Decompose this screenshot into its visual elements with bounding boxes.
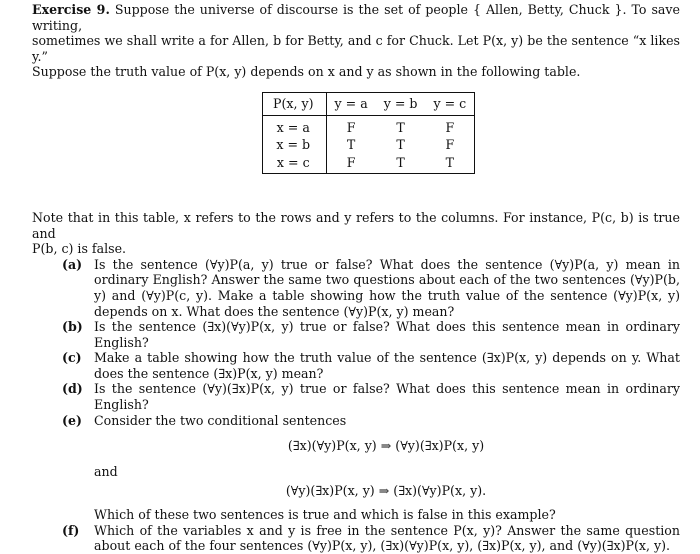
question-list (32, 257, 680, 554)
question-text: Is the sentence (∀y)P(a, y) true or false? What does the sentence (∀y)P(a, y) mean in ordinary English? Answer the same two questions about each of the two sentences (∀y)P(b, y) and (∀y)P(c, y). Make a table showing how the truth value of the sentence (∀y)P(x, y) depends on x. What does the sentence (∀y)P(x, y) mean? (94, 256, 680, 319)
table-cell: F (346, 119, 356, 135)
connector-and: and (94, 463, 118, 479)
table-row (263, 154, 474, 174)
table-row (263, 115, 474, 136)
table-cell: T (396, 154, 405, 170)
table-cell: T (445, 154, 455, 170)
truth-table-header-row (263, 93, 474, 115)
question-label: (a) (62, 256, 83, 272)
question-text: Consider the two conditional sentences (94, 412, 347, 428)
question-e (32, 413, 680, 429)
question-c (32, 350, 680, 381)
exercise-label: Exercise 9. (32, 2, 110, 17)
table-note (32, 210, 680, 257)
truth-table (263, 93, 474, 173)
exercise-page (32, 2, 680, 554)
intro-line-3: Suppose the truth value of P(x, y) depends on x and y as shown in the following table. (32, 64, 581, 80)
table-cell: T (396, 119, 405, 135)
table-corner: P(x, y) (263, 93, 326, 115)
intro-line-1: Suppose the universe of discourse is the set of people { Allen, Betty, Chuck }. To save writing, (32, 2, 680, 33)
table-cell: F (445, 119, 455, 135)
question-label: (b) (62, 319, 83, 335)
question-text: Is the sentence (∀y)(∃x)P(x, y) true or false? What does this sentence mean in ordinary English? (94, 381, 680, 413)
question-d (32, 381, 680, 412)
truth-table-box (262, 92, 475, 174)
question-label: (e) (62, 412, 82, 428)
row-header: x = a (263, 115, 326, 136)
question-f (32, 523, 680, 554)
question-label: (d) (62, 381, 83, 397)
question-label: (c) (62, 350, 82, 366)
intro-line-2: sometimes we shall write a for Allen, b for Betty, and c for Chuck. Let P(x, y) be the sentence “x likes y.” (32, 33, 680, 64)
question-text: Which of the variables x and y is free in the sentence P(x, y)? Answer the same question about each of the four sentences (∀y)P(x, y), (∃x)(∀y)P(x, y), (∃x)P(x, y), and (∀y)(∃x)P(x, y). (94, 522, 680, 554)
exercise-intro (32, 2, 680, 80)
table-cell: T (346, 137, 356, 153)
display-formula-1: (∃x)(∀y)P(x, y) ⇒ (∀y)(∃x)P(x, y) (287, 438, 485, 454)
note-line-2: P(b, c) is false. (32, 241, 127, 257)
table-cell: F (445, 137, 455, 153)
question-label: (f) (62, 522, 80, 538)
display-formula-2: (∀y)(∃x)P(x, y) ⇒ (∃x)(∀y)P(x, y). (285, 483, 487, 499)
question-a (32, 257, 680, 319)
truth-table-wrapper (262, 92, 680, 178)
column-header: y = a (326, 93, 376, 115)
row-header: x = b (263, 136, 326, 154)
table-cell: T (396, 137, 405, 153)
note-line-1: Note that in this table, x refers to the rows and y refers to the columns. For instance, P(c, b) is true and (32, 209, 680, 241)
row-header: x = c (263, 154, 326, 174)
question-b (32, 319, 680, 350)
column-header: y = c (425, 93, 474, 115)
column-header: y = b (376, 93, 426, 115)
question-e-followup: Which of these two sentences is true and which is false in this example? (94, 507, 556, 523)
question-text: Make a table showing how the truth value of the sentence (∃x)P(x, y) depends on y. What does the sentence (∃x)P(x, y) mean? (94, 350, 680, 381)
question-text: Is the sentence (∃x)(∀y)P(x, y) true or false? What does this sentence mean in ordinary English? (94, 319, 680, 350)
table-row (263, 136, 474, 154)
table-cell: F (346, 154, 356, 170)
